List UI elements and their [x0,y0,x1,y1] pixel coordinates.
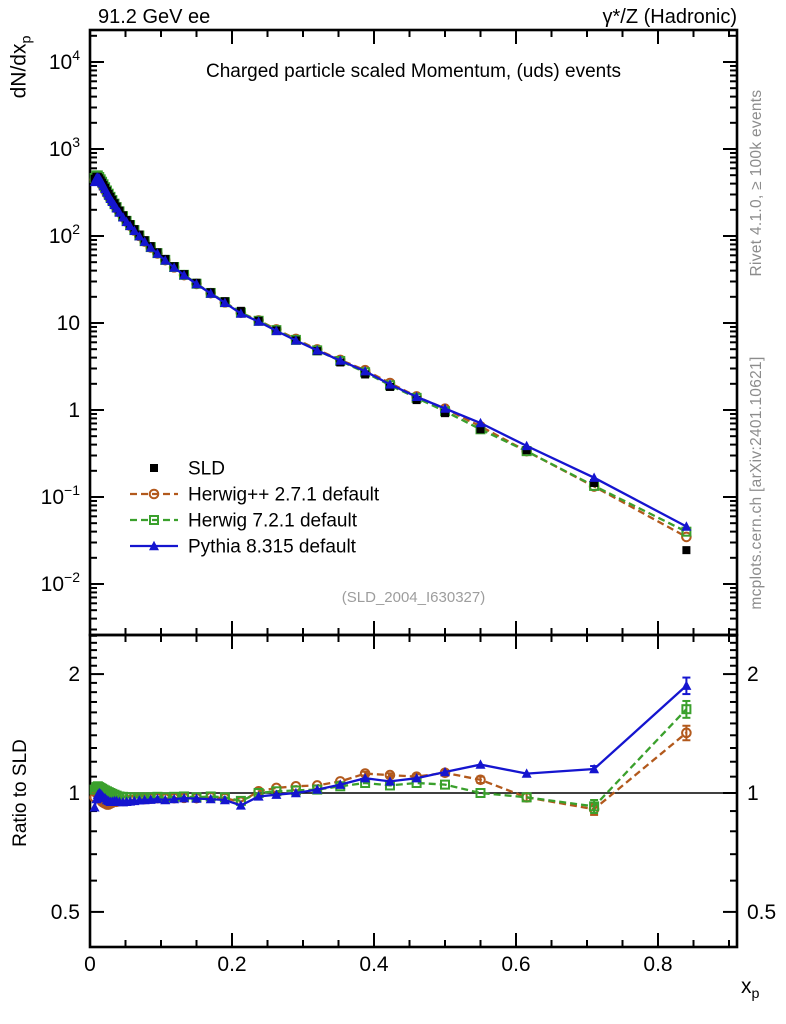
main-y-tick-label: $10^4$ [48,47,80,74]
series-ratio-pythia [90,678,692,812]
main-y-tick-label: 10 [56,312,80,335]
series-main-herwigpp [90,172,690,541]
data-series [90,171,737,815]
ratio-y-tick-label-left: 1 [68,782,80,805]
legend-label: SLD [188,458,225,480]
ratio-y-tick-label-right: 0.5 [747,900,777,924]
series-ratio-herwig7 [91,701,691,813]
main-y-tick-label: $10^2$ [48,221,80,248]
legend-entry-1 [130,485,380,506]
ratio-y-tick-label-right: 2 [747,663,759,687]
legend [130,459,380,558]
main-y-tick-label: $10^{-2}$ [40,569,80,596]
x-tick-label: 0.2 [217,953,247,976]
ratio-y-axis-label: Ratio to SLD [10,739,31,847]
main-y-axis-label [7,36,34,99]
x-tick-label: 0.8 [643,953,673,976]
x-axis-label-sub: p [751,986,760,1003]
ratio-panel-frame [90,635,737,947]
legend-label: Pythia 8.315 default [188,536,356,558]
x-axis-label-text: x [741,975,752,998]
ratio-y-tick-label-right: 1 [747,782,759,805]
legend-entry-3 [130,537,357,558]
header-beam-energy: 91.2 GeV ee [98,6,211,28]
plot-title: Charged particle scaled Momentum, (uds) events [205,61,622,82]
legend-entry-2 [130,511,358,532]
legend-label: Herwig 7.2.1 default [188,510,357,532]
x-axis-label [741,975,759,1002]
main-y-tick-label: 1 [68,399,80,422]
main-y-axis-label-text: dN/dx [7,43,31,99]
analysis-watermark: (SLD_2004_I630327) [341,589,486,606]
side-note-mcplots: mcplots.cern.ch [arXiv:2401.10621] [748,356,765,610]
series-main-pythia [90,172,692,531]
x-tick-label: 0.4 [359,953,389,976]
main-y-axis-label-sub: p [18,35,35,44]
x-tick-label: 0 [84,953,96,976]
side-note-rivet: Rivet 4.1.0, ≥ 100k events [748,89,765,277]
series-main-sld [91,173,691,554]
x-tick-label: 0.6 [501,953,531,976]
legend-label: Herwig++ 2.7.1 default [188,484,380,506]
legend-entry-0 [150,459,225,480]
ratio-y-tick-label-left: 0.5 [50,900,80,924]
header-process: γ*/Z (Hadronic) [602,6,737,28]
ratio-y-tick-label-left: 2 [68,663,80,687]
axis-tick-labels [41,47,777,976]
main-y-tick-label: $10^{-1}$ [40,482,80,509]
main-y-tick-label: $10^3$ [48,134,80,161]
